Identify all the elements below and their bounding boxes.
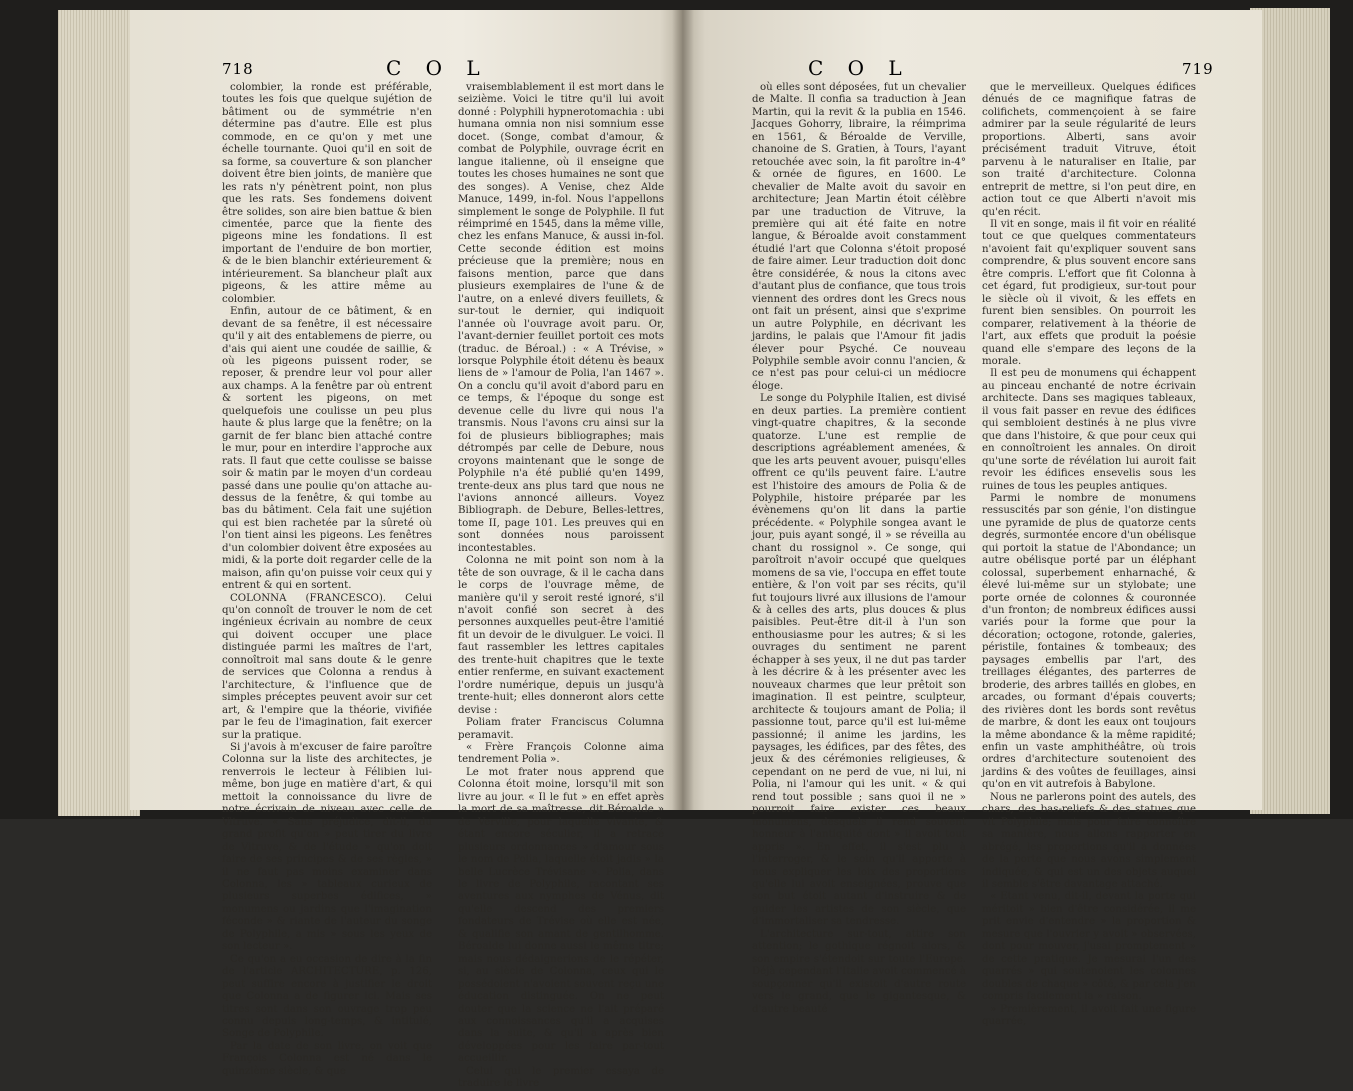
right-running-head: C O L bbox=[808, 56, 911, 80]
book-gutter bbox=[672, 10, 694, 810]
paragraph: COLONNA (FRANCESCO). Celui qu'on connoît de trouver le nom de cet ingénieux écrivain au nombre de ceux qui doivent occuper une place distinguée parmi les maîtres de l'art, connoîtroit mal sans doute & le genre de services que Colonna a rendus à l'architecture, & l'influence que de simples préceptes peuvent avoir sur cet art, & l'empire que la théorie, vivifiée par le feu de l'imagination, fait exercer sur la pratique. bbox=[222, 592, 432, 741]
paragraph: « Frère François Colonne aima tendrement Polia ». bbox=[458, 742, 664, 766]
paragraph: Parmi le nombre de monumens ressuscités par son génie, l'on distingue une pyramide de plus de quatorze cents degrés, surmontée encore d'un obélisque qui portoit la statue de l'Abondance; un autre obélisque porté par un éléphant colossal, superbement enharnaché, & élevé lui-même sur un stylobate; une porte ornée de colonnes & couronnée d'un fronton; de nombreux édifices aussi variés pour la forme que pour la décoration; octogone, rotonde, galeries, péristile, fontaines & tombeaux; des paysages embellis par l'art, des treillages élégantes, des parterres de broderie, des arbres taillés en globes, en arcades, ou formant d'épais couverts; des rivières dont les bords sont revêtus de marbre, & dont les eaux ont toujours la même abondance & la même rapidité; enfin un vaste amphithéâtre, où trois ordres d'architecture soutenoient des jardins & des voûtes de feuillages, ainsi qu'on en vit autrefois à Babylone. bbox=[982, 492, 1196, 791]
paragraph: que le merveilleux. Quelques édifices dénués de ce magnifique fatras de colifichets, commençoient à se faire admirer par la seule régularité de leurs proportions. Alberti, sans avoir précisément traduit Vitruve, étoit parvenu à le naturaliser en Italie, par son traité d'architecture. Colonna entreprit de mettre, si l'on peut dire, en action tout ce que Alberti n'avoit mis qu'en récit. bbox=[982, 82, 1196, 218]
right-page-number: 719 bbox=[1182, 60, 1214, 78]
paragraph: où elles sont déposées, fut un chevalier de Malte. Il confia sa traduction à Jean Martin, qui la revit & la publia en 1546. Jacques Gohorry, libraire, la réimprima en 1561, & Béroalde de Verville, chanoine de S. Gratien, à Tours, l'ayant retouchée avec soin, la fit paroître in-4° & ornée de figures, en 1600. Le chevalier de Malte avoit du savoir en architecture; Jean Martin étoit célèbre par une traduction de Vitruve, la première qui ait été faite en notre langue, & Béroalde avoit constamment étudié l'art que Colonna s'étoit proposé de faire aimer. Leur traduction doit donc être considérée, & nous la citons avec d'autant plus de confiance, que tous trois viennent des ordres dont les Grecs nous ont fait un présent, ainsi que s'exprime un autre Polyphile, en décrivant les jardins, le palais que l'Amour fit jadis élever pour Psyché. Ce nouveau Polyphile semble avoir connu l'ancien, & ce n'est pas pour celui-ci un médiocre éloge. bbox=[752, 82, 966, 392]
paragraph: » Premièrement, il avoit fait une figure quarrée, bbox=[982, 1003, 1196, 1027]
paragraph: Le mot frater nous apprend que Colonna étoit moine, lorsqu'il mit son livre au jour. « Il le fut » en effet après la mort de sa maîtresse, dit Béroalde » de Verville, pour laquelle vivante, & étant encore séculier, il a retracé plusieurs ordonnances » d'amour sous le nom de Polia, laquelle étoit jadis » la belle Lucrèce Trévisane ». Polia, dans le livre de Polyphile, racontant ses aventures aux nymphes de Vénus, dit qu'elle descend des premiers fondateurs de Trévise où elle est née, & qualifie son amant de gentilhomme. Béroalde lui donne aussi le même titre; mais nous dédaignerions de le répéter, si, au siècle de Colonna, ceux qui le possédoient n'avoient souvent reçu une éducation distinguée. On ne peut douter que la science ne l'ait préparé aux connoissances qu'il a acquises dans la suite, & qu'il a après bien développées pour les faire par-tout accueillir. bbox=[458, 766, 664, 1065]
right-page-edges bbox=[1250, 8, 1330, 814]
paragraph: Ce qu'on a eu occasion de dire à la fin de l'article ARCHITECTURE, p. 126, peut suffire encore à justifier le droit que Colonna a de figurer ici. Mais ses titres sont dans son ouvrage trop peu connu depuis long-temps, & intitulé, Songe de Polyphile. bbox=[222, 953, 432, 1040]
paragraph: Le songe du Polyphile Italien, est divisé en deux parties. La première contient vingt-quatre chapitres, & la seconde quatorze. L'une est remplie de descriptions agréablement amenées, & que les arts peuvent avouer, puisqu'elles offrent ce qu'ils peuvent faire. L'autre est l'histoire des amours de Polia & de Polyphile, histoire préparée par les évènemens qu'on lit dans la partie précédente. « Polyphile songea avant le jour, puis ayant songé, il » se réveilla au chant du rossignol ». Ce songe, qui paroîtroit n'avoir occupé que quelques momens de sa vie, l'occupa en effet toute entière, & l'on voit par ses récits, qu'il fut toujours livré aux illusions de l'amour & à celles des arts, plus douces & plus paisibles. Peut-être dit-il à l'un son enthousiasme pour les autres; & si les ouvrages du sentiment ne parent échapper à ses yeux, il ne dut pas tarder à les décrire & à les présenter avec les nouveaux charmes que leur prêtoit son imagination. Il est peintre, sculpteur, architecte & toujours amant de Polia; il passionne tout, parce qu'il est lui-même passionné; il anime les jardins, les paysages, les édifices, par des fêtes, des jeux & des cérémonies religieuses, & cependant on ne perd de vue, ni lui, ni Polia, ni l'amour qui les unit. « & qui rend tout possible ; sans quoi il ne » pourroit faire exister ces beaux monumens, desquels il rend souvent honneur à l'antiquité dont » il avoit tout appris ». En effet, il s'est plu à l'interroger, & le soin qu'il apporte à nous expliquer les loix des proportions qu'elle lui avoit enseignées, prouve que son but étoit autant d'instruire & de guider les artistes de son siècle, que d'immortaliser sa tendresse. bbox=[752, 393, 966, 928]
paragraph: L'architecture sur-tout, attire son attention; le gothique régnoit alors, & son empire s'étendoit sur toute l'Europe. Déjà cependant l'Italie avoit commencé à soupçonner qu'il existoit d'autre route vers le grand, que le gigantesque, & d'autre beauté bbox=[752, 928, 966, 1015]
paragraph: « Etant venu, dit-il, devant la porte qui méritoit » bien d'être considérée, il me prit envie d'entendre » la proportion & mesure que l'ouvrier y avoit » observées, dont pour mouver, j'usai promptement » de cette pratique. Je mesurai l'un des quarrés » qui soutenoient les colonnes doubles de chaque » côté, & par cela j'en compris facilement la » raison. bbox=[982, 891, 1196, 1003]
left-column-2 bbox=[458, 82, 664, 1090]
left-page-edges bbox=[58, 10, 140, 816]
paragraph: Nous ne parlerons point des autels, des chars, des bas-reliefs & des statues que vit Polyphile; mais pour faire connoître sa manière, nous allons rapporter en abrégé, les proportions qu'il a données de la porte que nous avons simplement indiquée, & qui est un des objets auquel il semble s'être davantage attaché. bbox=[982, 791, 1196, 890]
left-column-1 bbox=[222, 82, 432, 1077]
right-column-1 bbox=[752, 82, 966, 1015]
paragraph: colombier, la ronde est préférable, toutes les fois que quelque sujétion de bâtiment ou de symmétrie n'en détermine pas d'autre. Elle est plus commode, en ce qu'on y met une échelle tournante. Quoi qu'il en soit de sa forme, sa couverture & son plancher doivent être bien joints, de manière que les rats n'y pénètrent point, non plus que les rats. Ses fondemens doivent être solides, son aire bien battue & bien cimentée, parce que la fiente des pigeons mine les fondations. Il est important de l'enduire de bon mortier, & de le bien blanchir extérieurement & intérieurement. Sa blancheur plaît aux pigeons, & les attire même au colombier. bbox=[222, 82, 432, 305]
paragraph: Colonna ne mit point son nom à la tête de son ouvrage, & il le cacha dans le corps de l'ouvrage même, de manière qu'il y seroit resté ignoré, s'il n'avoit confié son secret à des personnes auxquelles peut-être l'amitié fit un devoir de le divulguer. Le voici. Il faut rassembler les lettres capitales des trente-huit chapitres que le texte entier renferme, en suivant exactement l'ordre numérique, depuis un jusqu'à trente-huit; elles donneront alors cette devise : bbox=[458, 555, 664, 716]
paragraph: Celui qui le premier essaya de traduire le livre bbox=[458, 1065, 664, 1090]
left-running-head: C O L bbox=[386, 56, 489, 80]
paragraph: Il vit en songe, mais il fit voir en réalité tout ce que quelques commentateurs n'avoient fait qu'expliquer souvent sans comprendre, & plus souvent encore sans être compris. L'effort que fit Colonna à cet égard, fut prodigieux, sur-tout pour le siècle où il vivoit, & les effets en furent bien sensibles. On pourroit les comparer, relativement à la théorie de l'art, aux effets que produit la poésie quand elle s'empare des leçons de la morale. bbox=[982, 218, 1196, 367]
paragraph: vraisemblablement il est mort dans le seizième. Voici le titre qu'il lui avoit donné : Polyphili hypnerotomachia : ubi humana omnia non nisi somnium esse docet. (Songe, combat d'amour, & combat de Polyphile, ouvrage écrit en langue italienne, où il enseigne que toutes les choses humaines ne sont que des songes). A Venise, chez Alde Manuce, 1499, in-fol. Nous l'appellons simplement le songe de Polyphile. Il fut réimprimé en 1545, dans la même ville, chez les enfans Manuce, & aussi in-fol. Cette seconde édition est moins précieuse que la première; nous en faisons mention, parce que dans plusieurs exemplaires de l'une & de l'autre, on a enlevé divers feuillets, & sur-tout le dernier, qui indiquoit l'année où l'ouvrage avoit paru. Or, l'avant-dernier feuillet portoit ces mots (traduc. de Béroal.) : « A Trévise, » lorsque Polyphile étoit détenu ès beaux liens de » l'amour de Polia, l'an 1467 ». On a conclu qu'il avoit d'abord paru en ce temps, & l'époque du songe est devenue celle du livre qui nous l'a transmis. Nous l'avons cru ainsi sur la foi de plusieurs bibliographes; mais détrompés par celle de Debure, nous croyons maintenant que le songe de Polyphile n'a été publié qu'en 1499, trente-deux ans plus tard que nous ne l'avions annoncé ailleurs. Voyez Bibliograph. de Debure, Belles-lettres, tome II, page 101. Les preuves qui en sont données nous paroissent incontestables. bbox=[458, 82, 664, 554]
right-page bbox=[682, 10, 1262, 1027]
right-column-2 bbox=[982, 82, 1196, 1027]
paragraph: Si j'avois à m'excuser de faire paroître Colonna sur la liste des architectes, je renverrois le lecteur à Félibien lui-même, bon juge en matière d'art, & qui mettoit la connoissance du livre de notre écrivain de niveau avec celle de Vitruve. « Sans préjudice, dit-il, du grand profit qu'on » peut tirer du livre de Vitruve, & de l'étude » qu'on doit faire de ses principes & de ses règles, » il ne faut pas moins examiner dans Colonna, les » tableaux curieux de plusieurs superbes édifices, » monumens ou jardins que l'imagination féconde » & riante de l'auteur du songe de Polyphile, a mis » sous les yeux de son lecteur ». bbox=[222, 742, 432, 953]
paragraph: Il est peu de monumens qui échappent au pinceau enchanté de notre écrivain architecte. Dans ses magiques tableaux, il vous fait passer en revue des édifices qui sembloient destinés à ne plus vivre que dans l'histoire, & que pour ceux qui en connoîtroient les annales. On diroit qu'une sorte de révélation lui auroit fait revoir les édifices ensevelis sous les ruines de tous les peuples antiques. bbox=[982, 368, 1196, 492]
paragraph: Par la date de son livre, on voit que François Colonna est né dans le quinzième siècle, & que bbox=[222, 1040, 432, 1077]
paragraph: Poliam frater Franciscus Columna peramavit. bbox=[458, 717, 664, 741]
left-page-number: 718 bbox=[222, 60, 254, 78]
paragraph: Enfin, autour de ce bâtiment, & en devant de sa fenêtre, il est nécessaire qu'il y ait des entablemens de pierre, ou d'ais qui aient une coudée de saillie, & où les pigeons puissent roder, se reposer, & prendre leur vol pour aller aux champs. A la fenêtre par où entrent & sortent les pigeons, on met quelquefois une coulisse un peu plus haute & plus large que la fenêtre; on la garnit de fer blanc bien attaché contre le mur, pour en interdire l'approche aux rats. Il faut que cette coulisse se baisse soir & matin par le moyen d'un cordeau passé dans une poulie qu'on attache au-dessus de la fenêtre, & qui tombe au bas du bâtiment. Cela fait une sujétion qui est bien rachetée par la sûreté où l'on tient ainsi les pigeons. Les fenêtres d'un colombier doivent être exposées au midi, & la porte doit regarder celle de la maison, afin qu'on puisse voir ceux qui y entrent & qui en sortent. bbox=[222, 306, 432, 592]
left-page bbox=[130, 10, 682, 1090]
